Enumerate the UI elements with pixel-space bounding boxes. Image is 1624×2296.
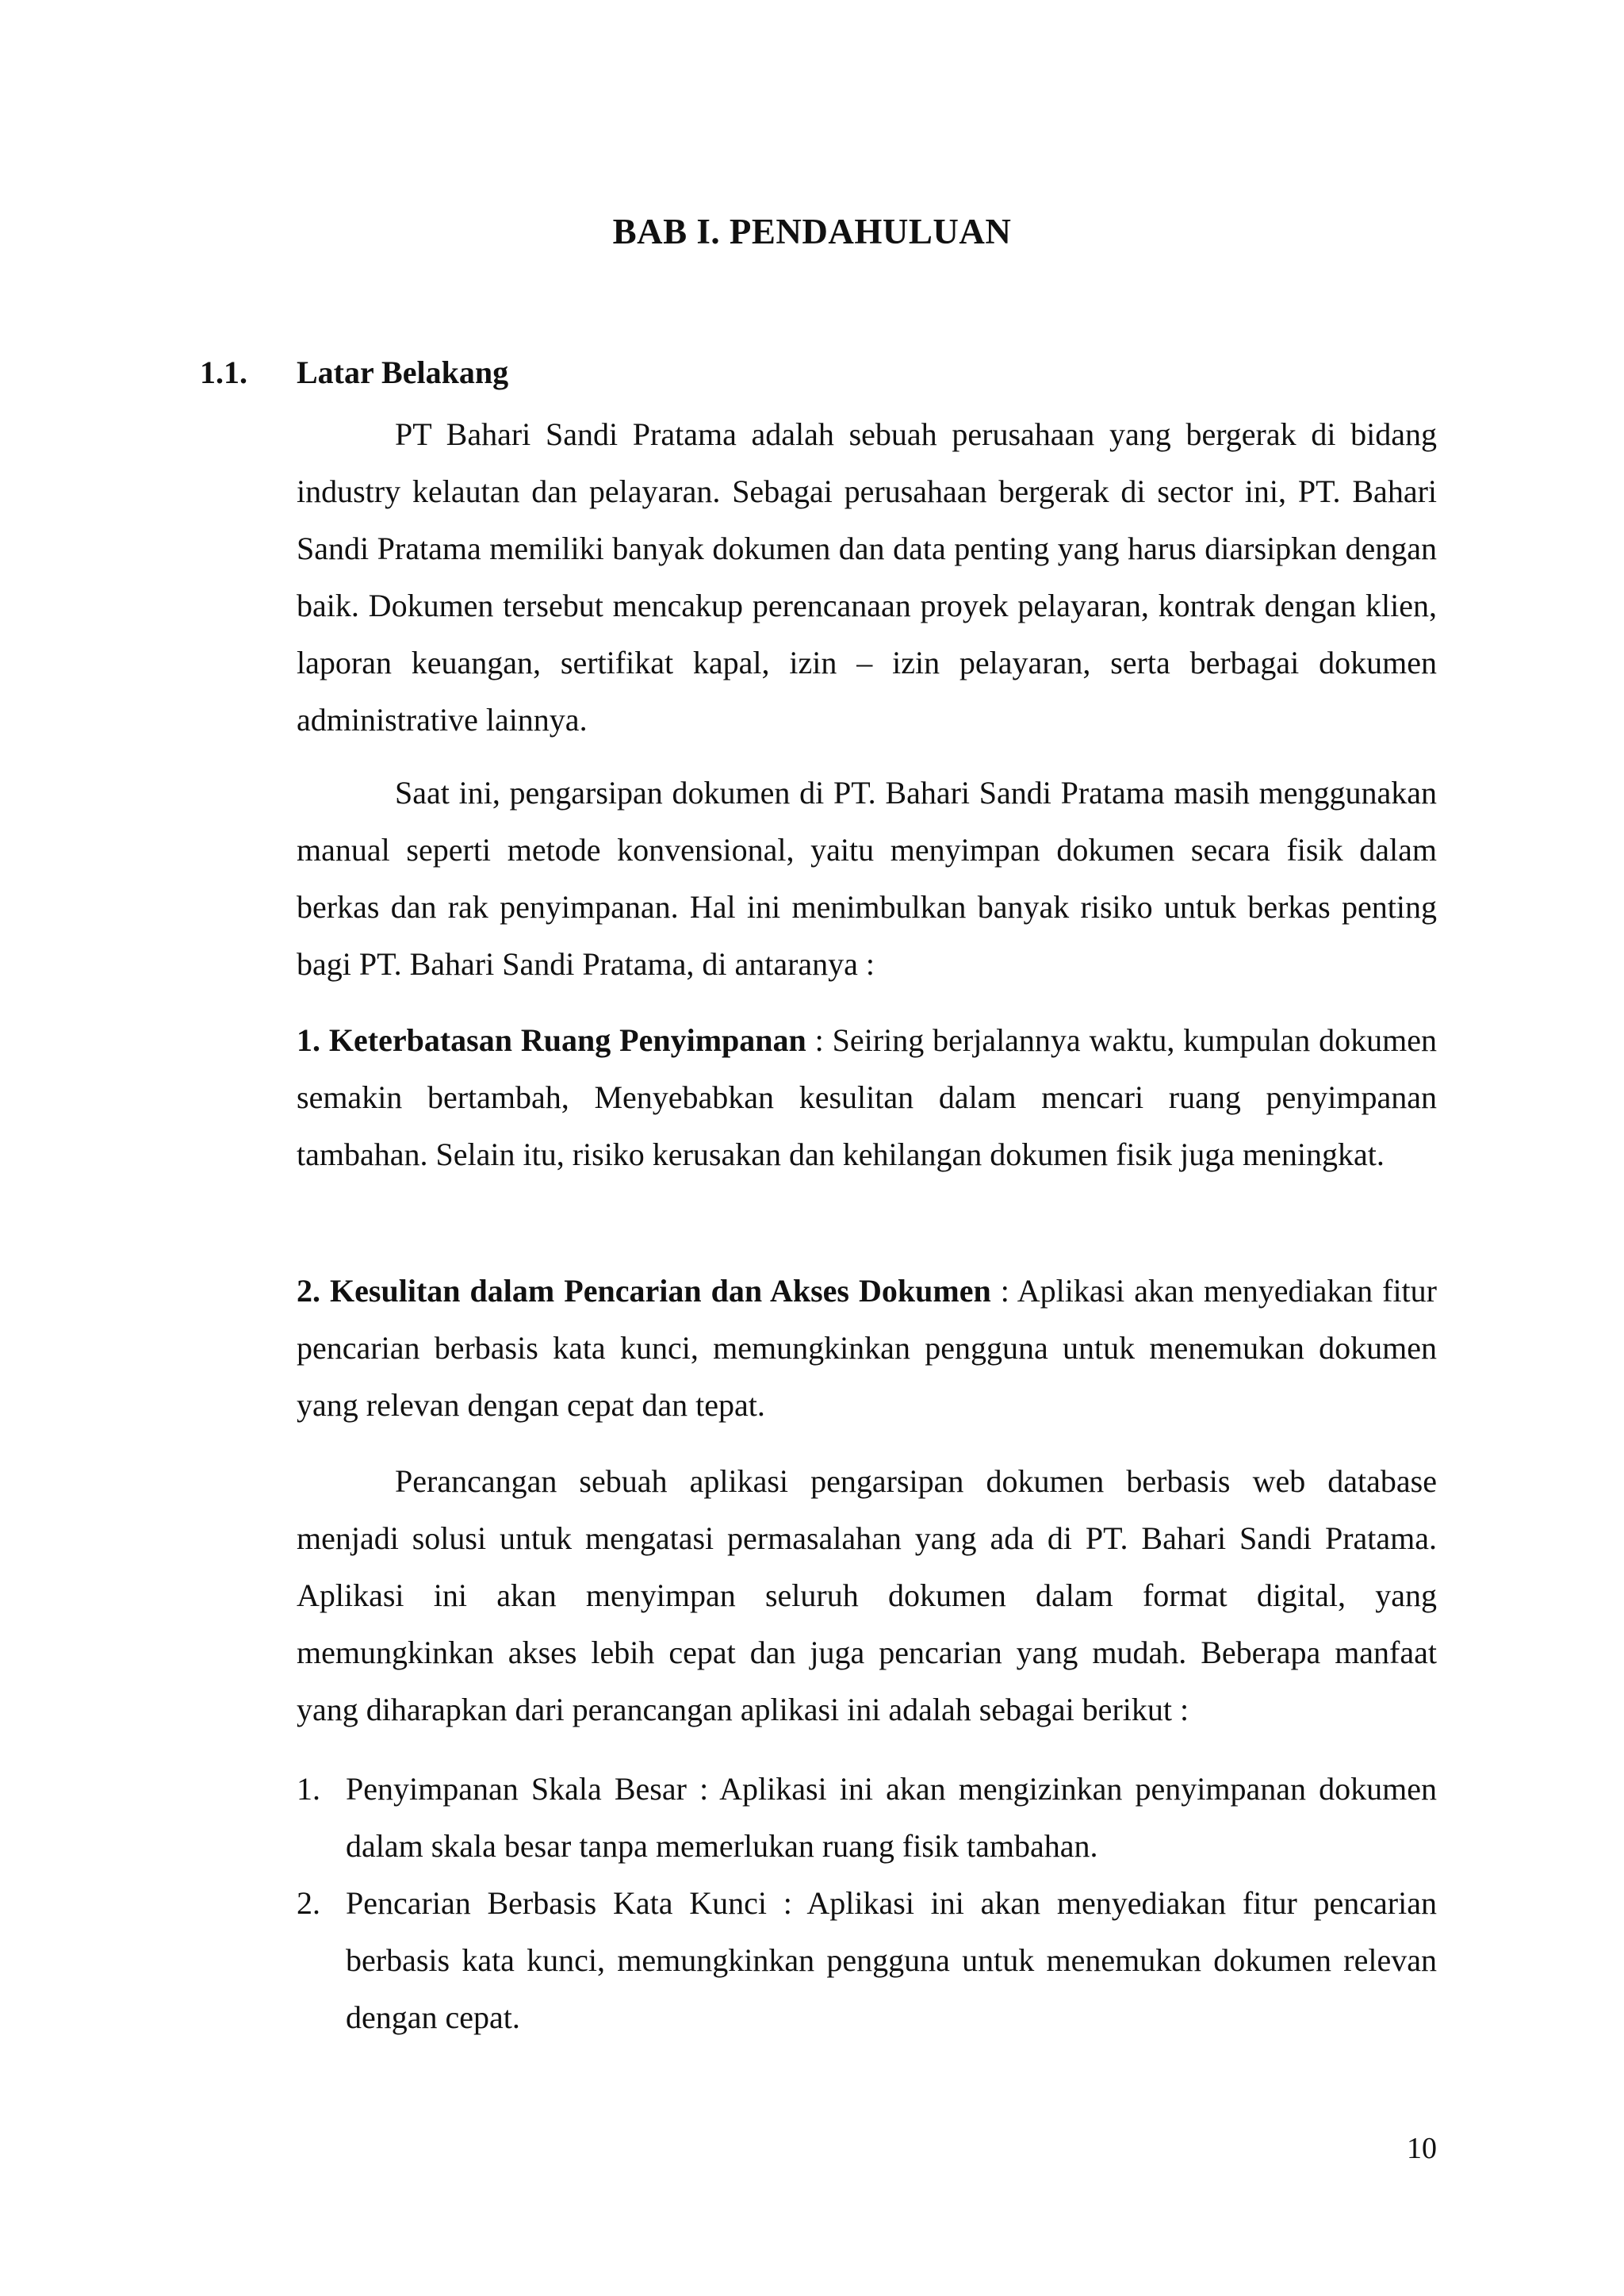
benefit-number: 2. xyxy=(297,1885,320,1921)
benefit-text: Pencarian Berbasis Kata Kunci : Aplikasi ini akan menyediakan fitur pencarian berbasis kata kunci, memungkinkan pengguna untuk menemukan dokumen relevan dengan cepat. xyxy=(346,1885,1437,2035)
paragraph-solution: Perancangan sebuah aplikasi pengarsipan dokumen berbasis web database menjadi solusi untuk mengatasi permasalahan yang ada di PT. Bahari Sandi Pratama. Aplikasi ini akan menyimpan seluruh dokumen dalam format digital, yang memungkinkan akses lebih cepat dan juga pencarian yang mudah. Beberapa manfaat yang diharapkan dari perancangan aplikasi ini adalah sebagai berikut : xyxy=(297,1463,1437,1727)
risk-item-label: 2. Kesulitan dalam Pencarian dan Akses Dokumen xyxy=(297,1273,991,1309)
risk-item-1 xyxy=(297,1012,1437,1183)
section-title: Latar Belakang xyxy=(297,355,509,390)
risk-item-text: : Seiring berjalannya waktu, kumpulan dokumen semakin bertambah, Menyebabkan kesulitan dalam mencari ruang penyimpanan tambahan. Selain itu, risiko kerusakan dan kehilangan dokumen fisik juga meningkat. xyxy=(297,1022,1437,1172)
benefit-item-1 xyxy=(297,1761,1437,1875)
benefit-text: Penyimpanan Skala Besar : Aplikasi ini akan mengizinkan penyimpanan dokumen dalam skala besar tanpa memerlukan ruang fisik tambahan. xyxy=(346,1771,1437,1864)
paragraph-background-2: Saat ini, pengarsipan dokumen di PT. Bahari Sandi Pratama masih menggunakan manual seperti metode konvensional, yaitu menyimpan dokumen secara fisik dalam berkas dan rak penyimpanan. Hal ini menimbulkan banyak risiko untuk berkas penting bagi PT. Bahari Sandi Pratama, di antaranya : xyxy=(297,775,1437,982)
risk-item-label: 1. Keterbatasan Ruang Penyimpanan xyxy=(297,1022,806,1058)
chapter-title: BAB I. PENDAHULUAN xyxy=(612,212,1012,251)
risk-item-text: : Aplikasi akan menyediakan fitur pencarian berbasis kata kunci, memungkinkan pengguna untuk menemukan dokumen yang relevan dengan cepat dan tepat. xyxy=(297,1273,1437,1423)
page-number: 10 xyxy=(1407,2132,1437,2165)
benefit-number: 1. xyxy=(297,1771,320,1807)
paragraph-background-1: PT Bahari Sandi Pratama adalah sebuah perusahaan yang bergerak di bidang industry kelautan dan pelayaran. Sebagai perusahaan bergerak di sector ini, PT. Bahari Sandi Pratama memiliki banyak dokumen dan data penting yang harus diarsipkan dengan baik. Dokumen tersebut mencakup perencanaan proyek pelayaran, kontrak dengan klien, laporan keuangan, sertifikat kapal, izin – izin pelayaran, serta berbagai dokumen administrative lainnya. xyxy=(297,416,1437,738)
section-number: 1.1. xyxy=(200,355,247,390)
risk-item-2 xyxy=(297,1263,1437,1434)
benefit-item-2 xyxy=(297,1875,1437,2046)
